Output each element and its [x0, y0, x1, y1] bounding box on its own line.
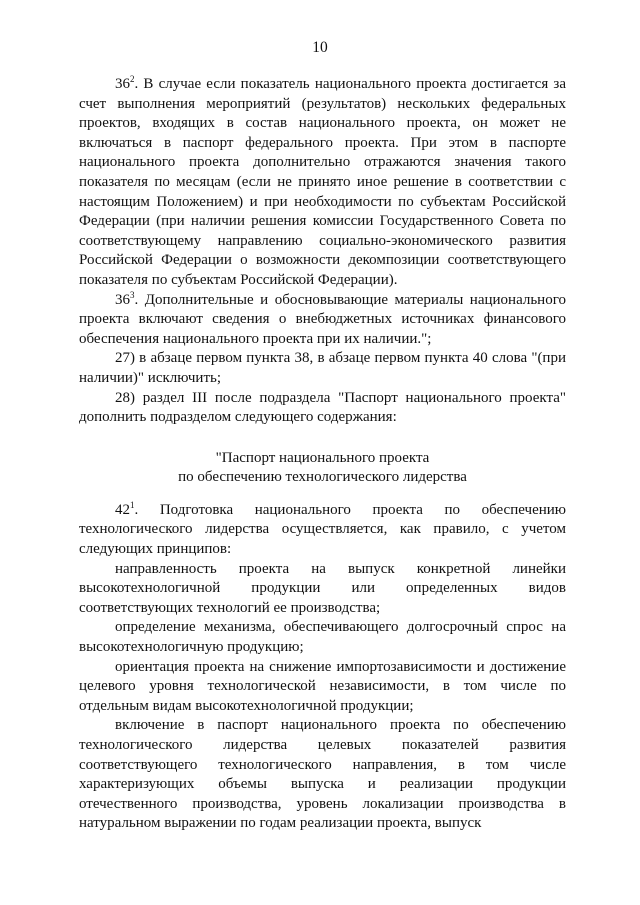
heading-line-1: "Паспорт национального проекта [215, 449, 430, 466]
document-body [79, 75, 566, 834]
paragraph-text: . В случае если показатель национального проекта достигается за счет выполнения мероприятий (результатов) нескольких федеральных проектов, входящих в состав национального проекта, он может не включаться в паспорт федерального проекта. При этом в паспорте национального проекта дополнительно отражаются значения такого показателя по месяцам (если не принято иное решение в соответствии с настоящим Положением) и при необходимости по субъектам Российской Федерации (при наличии решения комиссии Государственного Совета по соответствующему направлению социально-экономического развития Российской Федерации о возможности декомпозиции соответствующего показателя по субъектам Российской Федерации). [79, 76, 566, 288]
paragraph-text: . Подготовка национального проекта по обеспечению технологического лидерства осуществляется, как правило, с учетом следующих принципов: [79, 501, 566, 558]
principle-target-indicators: включение в паспорт национального проекта по обеспечению технологического лидерства целевых показателей развития соответствующего технологического направления, в том числе характеризующих объемы выпуска и реализации продукции отечественного производства, уровень локализации производства в натуральном выражении по годам реализации проекта, выпуск [79, 717, 566, 832]
clause-number: 42 [115, 501, 130, 518]
page-number: 10 [312, 39, 328, 56]
paragraph-42-1 [79, 501, 566, 560]
clause-superscript: 3 [130, 289, 135, 300]
principle-demand-mechanism: определение механизма, обеспечивающего долгосрочный спрос на высокотехнологичную продукцию; [79, 619, 566, 656]
clause-superscript: 1 [130, 499, 135, 510]
subsection-heading [79, 449, 566, 488]
clause-superscript: 2 [130, 74, 135, 84]
paragraph-36-2 [79, 75, 566, 291]
principle-import-substitution: ориентация проекта на снижение импортозависимости и достижение целевого уровня технологической независимости, в том числе по отдельным видам высокотехнологичной продукции; [79, 658, 566, 714]
heading-line-2: по обеспечению технологического лидерства [178, 469, 467, 486]
principle-direction: направленность проекта на выпуск конкретной линейки высокотехнологичной продукции или определенных видов соответствующих технологий ее производства; [79, 560, 566, 616]
paragraph-36-3 [79, 291, 566, 350]
paragraph-item-28: 28) раздел III после подраздела "Паспорт национального проекта" дополнить подразделом следующего содержания: [79, 389, 566, 426]
clause-number: 36 [115, 76, 130, 92]
paragraph-item-27: 27) в абзаце первом пункта 38, в абзаце первом пункта 40 слова "(при наличии)" исключить; [79, 350, 566, 386]
clause-number: 36 [115, 291, 130, 308]
paragraph-text: . Дополнительные и обосновывающие материалы национального проекта включают сведения о внебюджетных источниках финансового обеспечения национального проекта при их наличии."; [79, 291, 566, 347]
